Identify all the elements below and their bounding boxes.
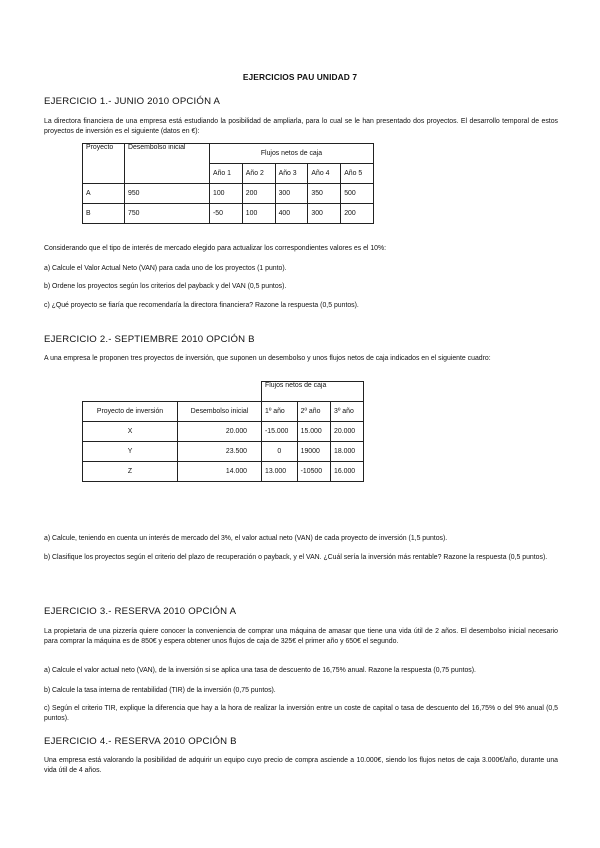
t2-row-z-name: Z xyxy=(83,462,178,482)
t2-row-x-f3: 20.000 xyxy=(331,422,364,442)
exercise-3-heading: EJERCICIO 3.- RESERVA 2010 OPCIÓN A xyxy=(44,606,237,617)
t1-row-a-f2: 200 xyxy=(242,184,275,204)
exercise-2-table xyxy=(82,381,364,482)
t1-header-desembolso: Desembolso inicial xyxy=(125,144,210,184)
t2-row-z-f2: -10500 xyxy=(297,462,330,482)
table-row xyxy=(83,442,364,462)
t2-year-2: 2º año xyxy=(297,402,330,422)
exercise-3-question-b: b) Calcule la tasa interna de rentabilidad (TIR) de la inversión (0,75 puntos). xyxy=(44,687,276,694)
exercise-2-question-a: a) Calcule, teniendo en cuenta un interés de mercado del 3%, el valor actual neto (VAN) de cada proyecto de inversión (1,5 puntos). xyxy=(44,535,448,542)
t1-header-proyecto: Proyecto xyxy=(83,144,125,184)
t1-year-5: Año 5 xyxy=(341,164,374,184)
t1-row-b-f3: 400 xyxy=(275,204,308,224)
exercise-1-intro: La directora financiera de una empresa está estudiando la posibilidad de ampliarla, para lo cual se le han presentado dos proyectos. El desarrollo temporal de estos proyectos de inversión es el siguiente (datos en €): xyxy=(44,118,558,135)
document-title: EJERCICIOS PAU UNIDAD 7 xyxy=(242,72,358,82)
table-row xyxy=(83,422,364,442)
exercise-1-question-a: a) Calcule el Valor Actual Neto (VAN) para cada uno de los proyectos (1 punto). xyxy=(44,265,287,272)
t1-row-b-f4: 300 xyxy=(308,204,341,224)
t2-header-flujos: Flujos netos de caja xyxy=(262,382,364,402)
exercise-4-intro: Una empresa está valorando la posibilidad de adquirir un equipo cuyo precio de compra asciende a 10.000€, siendo los flujos netos de caja 3.000€/año, durante una vida útil de 4 años. xyxy=(44,757,558,774)
exercise-1-question-b: b) Ordene los proyectos según los criterios del payback y del VAN (0,5 puntos). xyxy=(44,283,287,290)
t1-year-3: Año 3 xyxy=(275,164,308,184)
exercise-1-heading: EJERCICIO 1.- JUNIO 2010 OPCIÓN A xyxy=(44,96,221,107)
t1-year-4: Año 4 xyxy=(308,164,341,184)
t2-row-x-f1: -15.000 xyxy=(262,422,298,442)
exercise-1-table xyxy=(82,143,374,224)
t2-row-y-name: Y xyxy=(83,442,178,462)
t2-row-x-inicial: 20.000 xyxy=(178,422,262,442)
t2-header-desembolso: Desembolso inicial xyxy=(178,402,262,422)
t1-year-2: Año 2 xyxy=(242,164,275,184)
t1-row-b-inicial: 750 xyxy=(125,204,210,224)
table-row xyxy=(83,462,364,482)
t2-row-y-f2: 19000 xyxy=(297,442,330,462)
t2-year-1: 1º año xyxy=(262,402,298,422)
t2-row-y-f1: 0 xyxy=(262,442,298,462)
t1-row-a-inicial: 950 xyxy=(125,184,210,204)
exercise-4-heading: EJERCICIO 4.- RESERVA 2010 OPCIÓN B xyxy=(44,736,237,747)
t1-row-b-name: B xyxy=(83,204,125,224)
t1-row-a-f5: 500 xyxy=(341,184,374,204)
exercise-2-intro: A una empresa le proponen tres proyectos de inversión, que suponen un desembolso y unos flujos netos de caja indicados en el siguiente cuadro: xyxy=(44,355,491,362)
exercise-2-heading: EJERCICIO 2.- SEPTIEMBRE 2010 OPCIÓN B xyxy=(44,334,255,345)
exercise-2-question-b: b) Clasifique los proyectos según el criterio del plazo de recuperación o payback, y el VAN. ¿Cuál sería la inversión más rentable? Razone la respuesta (0,5 puntos). xyxy=(44,554,548,561)
t1-year-1: Año 1 xyxy=(210,164,243,184)
exercise-3-question-a: a) Calcule el valor actual neto (VAN), de la inversión si se aplica una tasa de descuento de 16,75% anual. Razone la respuesta (0,75 puntos). xyxy=(44,667,476,674)
table-row xyxy=(83,204,374,224)
t1-header-flujos: Flujos netos de caja xyxy=(210,144,374,164)
t1-row-b-f1: -50 xyxy=(210,204,243,224)
t2-year-3: 3º año xyxy=(331,402,364,422)
t2-row-z-inicial: 14.000 xyxy=(178,462,262,482)
t1-row-a-name: A xyxy=(83,184,125,204)
t1-row-b-f5: 200 xyxy=(341,204,374,224)
table-row xyxy=(83,184,374,204)
t2-row-z-f3: 16.000 xyxy=(331,462,364,482)
t2-row-z-f1: 13.000 xyxy=(262,462,298,482)
t2-row-y-f3: 18.000 xyxy=(331,442,364,462)
exercise-3-question-c: c) Según el criterio TIR, explique la diferencia que hay a la hora de realizar la inversión entre un coste de capital o tasa de descuento del 16,75% o del 9% anual (0,5 puntos). xyxy=(44,705,558,722)
t2-header-proyecto: Proyecto de inversión xyxy=(83,402,178,422)
t2-row-y-inicial: 23.500 xyxy=(178,442,262,462)
exercise-1-question-c: c) ¿Qué proyecto se fiaría que recomendaría la directora financiera? Razone la respuesta (0,5 puntos). xyxy=(44,302,359,309)
exercise-3-intro: La propietaria de una pizzería quiere conocer la conveniencia de comprar una máquina de amasar que tiene una vida útil de 2 años. El desembolso inicial necesario para comprar la máquina es de 850€ y espera obtener unos flujos de caja de 325€ el primer año y 650€ el segundo. xyxy=(44,628,558,645)
t1-row-a-f3: 300 xyxy=(275,184,308,204)
t2-row-x-name: X xyxy=(83,422,178,442)
t1-row-a-f4: 350 xyxy=(308,184,341,204)
exercise-1-note: Considerando que el tipo de interés de mercado elegido para actualizar los correspondientes valores es el 10%: xyxy=(44,245,387,252)
t1-row-b-f2: 100 xyxy=(242,204,275,224)
t1-row-a-f1: 100 xyxy=(210,184,243,204)
t2-row-x-f2: 15.000 xyxy=(297,422,330,442)
